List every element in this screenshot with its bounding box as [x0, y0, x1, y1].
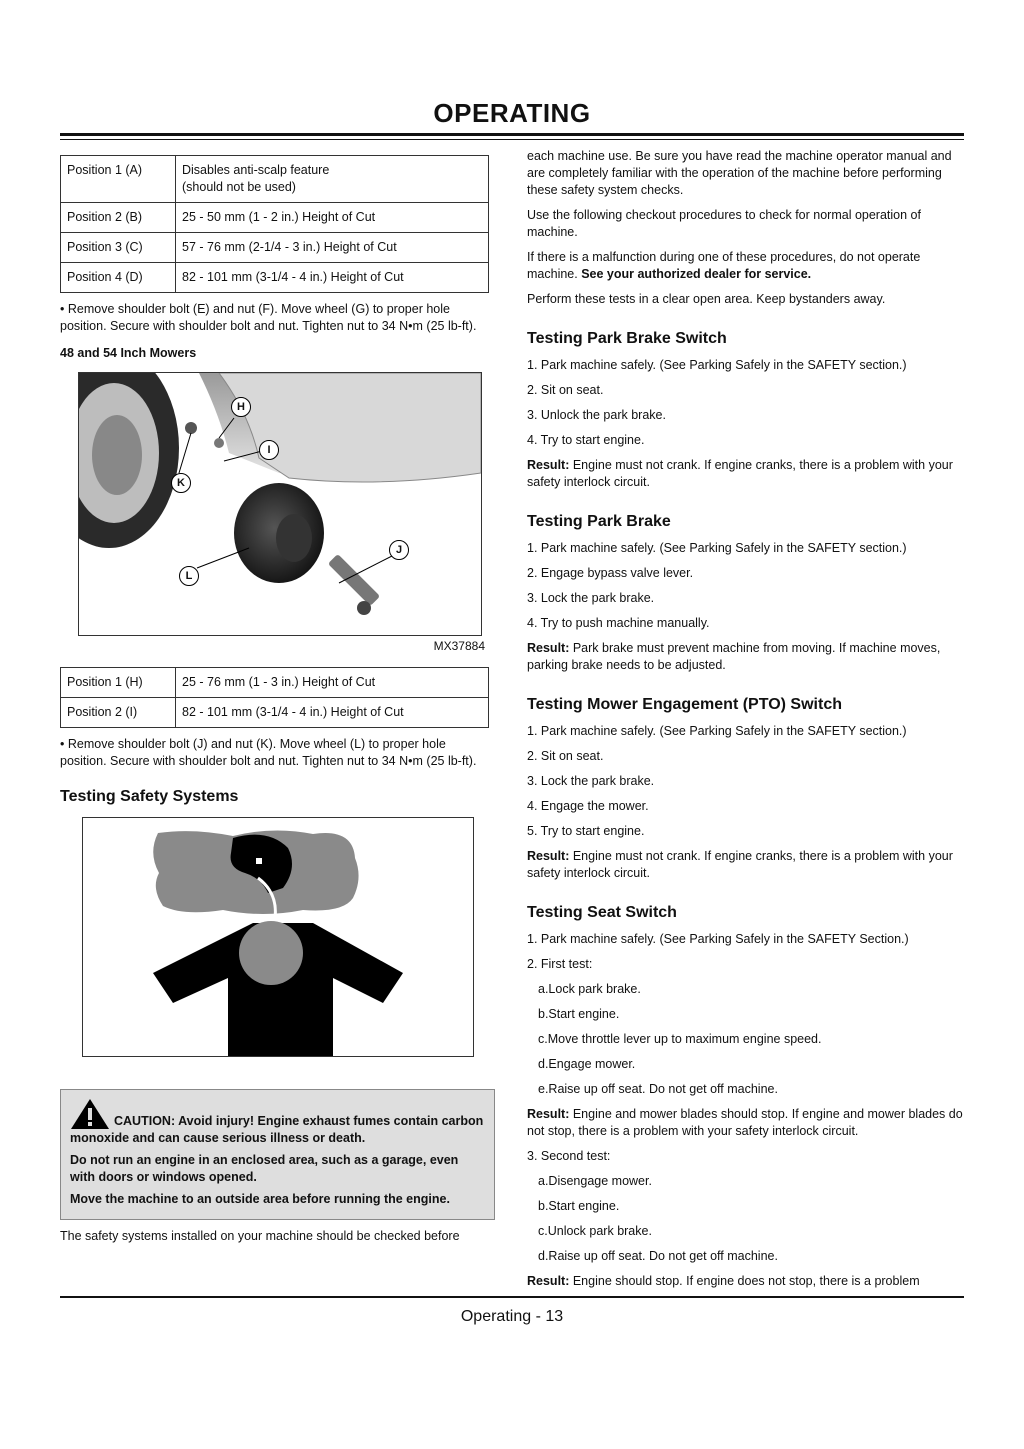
sub-step: e.Raise up off seat. Do not get off machine.: [538, 1082, 778, 1096]
sub-step: d.Raise up off seat. Do not get off machine.: [538, 1249, 778, 1263]
sub-step: a.Disengage mower.: [538, 1174, 652, 1188]
sub-step: a.Lock park brake.: [538, 982, 641, 996]
caution-line-2: Do not run an engine in an enclosed area, such as a garage, even with doors or windows opened.: [70, 1153, 459, 1184]
caution-line-1: [70, 1098, 485, 1147]
subheading: 48 and 54 Inch Mowers: [60, 346, 197, 360]
result-text: Park brake must prevent machine from moving. If machine moves, parking brake needs to be adjusted.: [527, 641, 941, 672]
table-cell: 82 - 101 mm (3-1/4 - 4 in.) Height of Cut: [176, 698, 489, 728]
result: [527, 640, 964, 674]
table-cell: Position 1 (A): [61, 156, 176, 203]
header-rule: [60, 133, 964, 136]
mower-wheel-figure: [78, 372, 482, 636]
closing-text: The safety systems installed on your machine should be checked before: [60, 1229, 460, 1243]
sub-step: b.Start engine.: [538, 1199, 620, 1213]
table-cell: Position 1 (H): [61, 668, 176, 698]
result-label: Result:: [527, 1107, 570, 1121]
result-label: Result:: [527, 458, 570, 472]
step: 2. First test:: [527, 957, 593, 971]
cell-text: Disables anti-scalp feature: [182, 163, 330, 177]
step: 1. Park machine safely. (See Parking Safely in the SAFETY section.): [527, 358, 907, 372]
sub-step: c.Move throttle lever up to maximum engine speed.: [538, 1032, 822, 1046]
table-cell: Position 3 (C): [61, 233, 176, 263]
table-cell: [176, 156, 489, 203]
section-title: Testing Seat Switch: [527, 904, 677, 921]
intro-paragraph: Perform these tests in a clear open area. Keep bystanders away.: [527, 292, 886, 306]
result-label: Result:: [527, 1274, 570, 1288]
height-table-1: [60, 155, 489, 293]
step: 3. Lock the park brake.: [527, 774, 655, 788]
table-cell: 25 - 50 mm (1 - 2 in.) Height of Cut: [176, 203, 489, 233]
result-label: Result:: [527, 849, 570, 863]
sub-step: d.Engage mower.: [538, 1057, 636, 1071]
instruction-note: • Remove shoulder bolt (E) and nut (F). Move wheel (G) to proper hole position. Secure with shoulder bolt and nut. Tighten nut to 34 N•m (25 lb-ft).: [60, 302, 477, 333]
intro-paragraph: Use the following checkout procedures to check for normal operation of machine.: [527, 208, 921, 239]
step: 5. Try to start engine.: [527, 824, 645, 838]
page-number: Operating - 13: [460, 1308, 564, 1325]
table-cell: Position 4 (D): [61, 263, 176, 293]
footer-rule: [60, 1296, 964, 1298]
warning-triangle-icon: [70, 1098, 110, 1130]
table-cell: 82 - 101 mm (3-1/4 - 4 in.) Height of Cut: [176, 263, 489, 293]
section-title: Testing Park Brake Switch: [527, 330, 727, 347]
exhaust-warning-figure: [82, 817, 474, 1057]
result: [527, 457, 964, 491]
step: 1. Park machine safely. (See Parking Safely in the SAFETY section.): [527, 541, 907, 555]
result-text: Engine and mower blades should stop. If engine and mower blades do not stop, there is a problem with your safety interlock circuit.: [527, 1107, 963, 1138]
step: 3. Second test:: [527, 1149, 611, 1163]
result: [527, 848, 964, 882]
sub-step: b.Start engine.: [538, 1007, 620, 1021]
header-rule-thin: [60, 139, 964, 140]
section-title: Testing Safety Systems: [60, 788, 239, 805]
table-row: [61, 668, 489, 698]
result-label: Result:: [527, 641, 570, 655]
intro-paragraph: each machine use. Be sure you have read the machine operator manual and are completely familiar with the operation of the machine before performing these safety system checks.: [527, 149, 952, 197]
intro-text: If there is a malfunction during one of these procedures, do not operate machine.: [527, 250, 921, 281]
right-column: [527, 148, 964, 1298]
result: [527, 1273, 964, 1290]
caution-line-3: Move the machine to an outside area before running the engine.: [70, 1192, 450, 1206]
exhaust-warning-illustration: [83, 818, 473, 1056]
table-row: [61, 156, 489, 203]
instruction-note: • Remove shoulder bolt (J) and nut (K). Move wheel (L) to proper hole position. Secure with shoulder bolt and nut. Tighten nut to 34 N•m (25 lb-ft).: [60, 737, 477, 768]
caution-box: [60, 1089, 495, 1220]
step: 4. Try to start engine.: [527, 433, 645, 447]
sub-step: c.Unlock park brake.: [538, 1224, 652, 1238]
step: 2. Sit on seat.: [527, 383, 604, 397]
result-text: Engine must not crank. If engine cranks, there is a problem with your safety interlock circuit.: [527, 849, 953, 880]
step: 1. Park machine safely. (See Parking Safely in the SAFETY section.): [527, 724, 907, 738]
step: 4. Engage the mower.: [527, 799, 649, 813]
height-table-2: [60, 667, 489, 728]
caution-text: CAUTION: Avoid injury! Engine exhaust fumes contain carbon monoxide and can cause serious illness or death.: [70, 1114, 484, 1145]
cell-text: (should not be used): [182, 180, 296, 194]
result-text: Engine must not crank. If engine cranks, there is a problem with your safety interlock circuit.: [527, 458, 953, 489]
intro-bold: See your authorized dealer for service.: [581, 267, 812, 281]
table-cell: Position 2 (B): [61, 203, 176, 233]
section-title: Testing Park Brake: [527, 513, 671, 530]
callout-h: H: [231, 397, 251, 417]
callout-l: L: [179, 566, 199, 586]
table-cell: Position 2 (I): [61, 698, 176, 728]
left-column: [60, 155, 490, 1250]
step: 4. Try to push machine manually.: [527, 616, 710, 630]
callout-j: J: [389, 540, 409, 560]
step: 3. Lock the park brake.: [527, 591, 655, 605]
table-row: [61, 233, 489, 263]
result: [527, 1106, 964, 1140]
callout-i: I: [259, 440, 279, 460]
page-title: OPERATING: [433, 98, 591, 128]
figure-caption: MX37884: [433, 639, 485, 653]
callout-k: K: [171, 473, 191, 493]
step: 1. Park machine safely. (See Parking Safely in the SAFETY Section.): [527, 932, 909, 946]
step: 2. Engage bypass valve lever.: [527, 566, 694, 580]
result-text: Engine should stop. If engine does not stop, there is a problem: [569, 1274, 920, 1288]
table-row: [61, 698, 489, 728]
table-cell: 57 - 76 mm (2-1/4 - 3 in.) Height of Cut: [176, 233, 489, 263]
intro-paragraph: [527, 249, 964, 283]
section-title: Testing Mower Engagement (PTO) Switch: [527, 696, 842, 713]
step: 2. Sit on seat.: [527, 749, 604, 763]
mower-wheel-illustration: [79, 373, 481, 635]
table-row: [61, 203, 489, 233]
table-cell: 25 - 76 mm (1 - 3 in.) Height of Cut: [176, 668, 489, 698]
table-row: [61, 263, 489, 293]
step: 3. Unlock the park brake.: [527, 408, 666, 422]
